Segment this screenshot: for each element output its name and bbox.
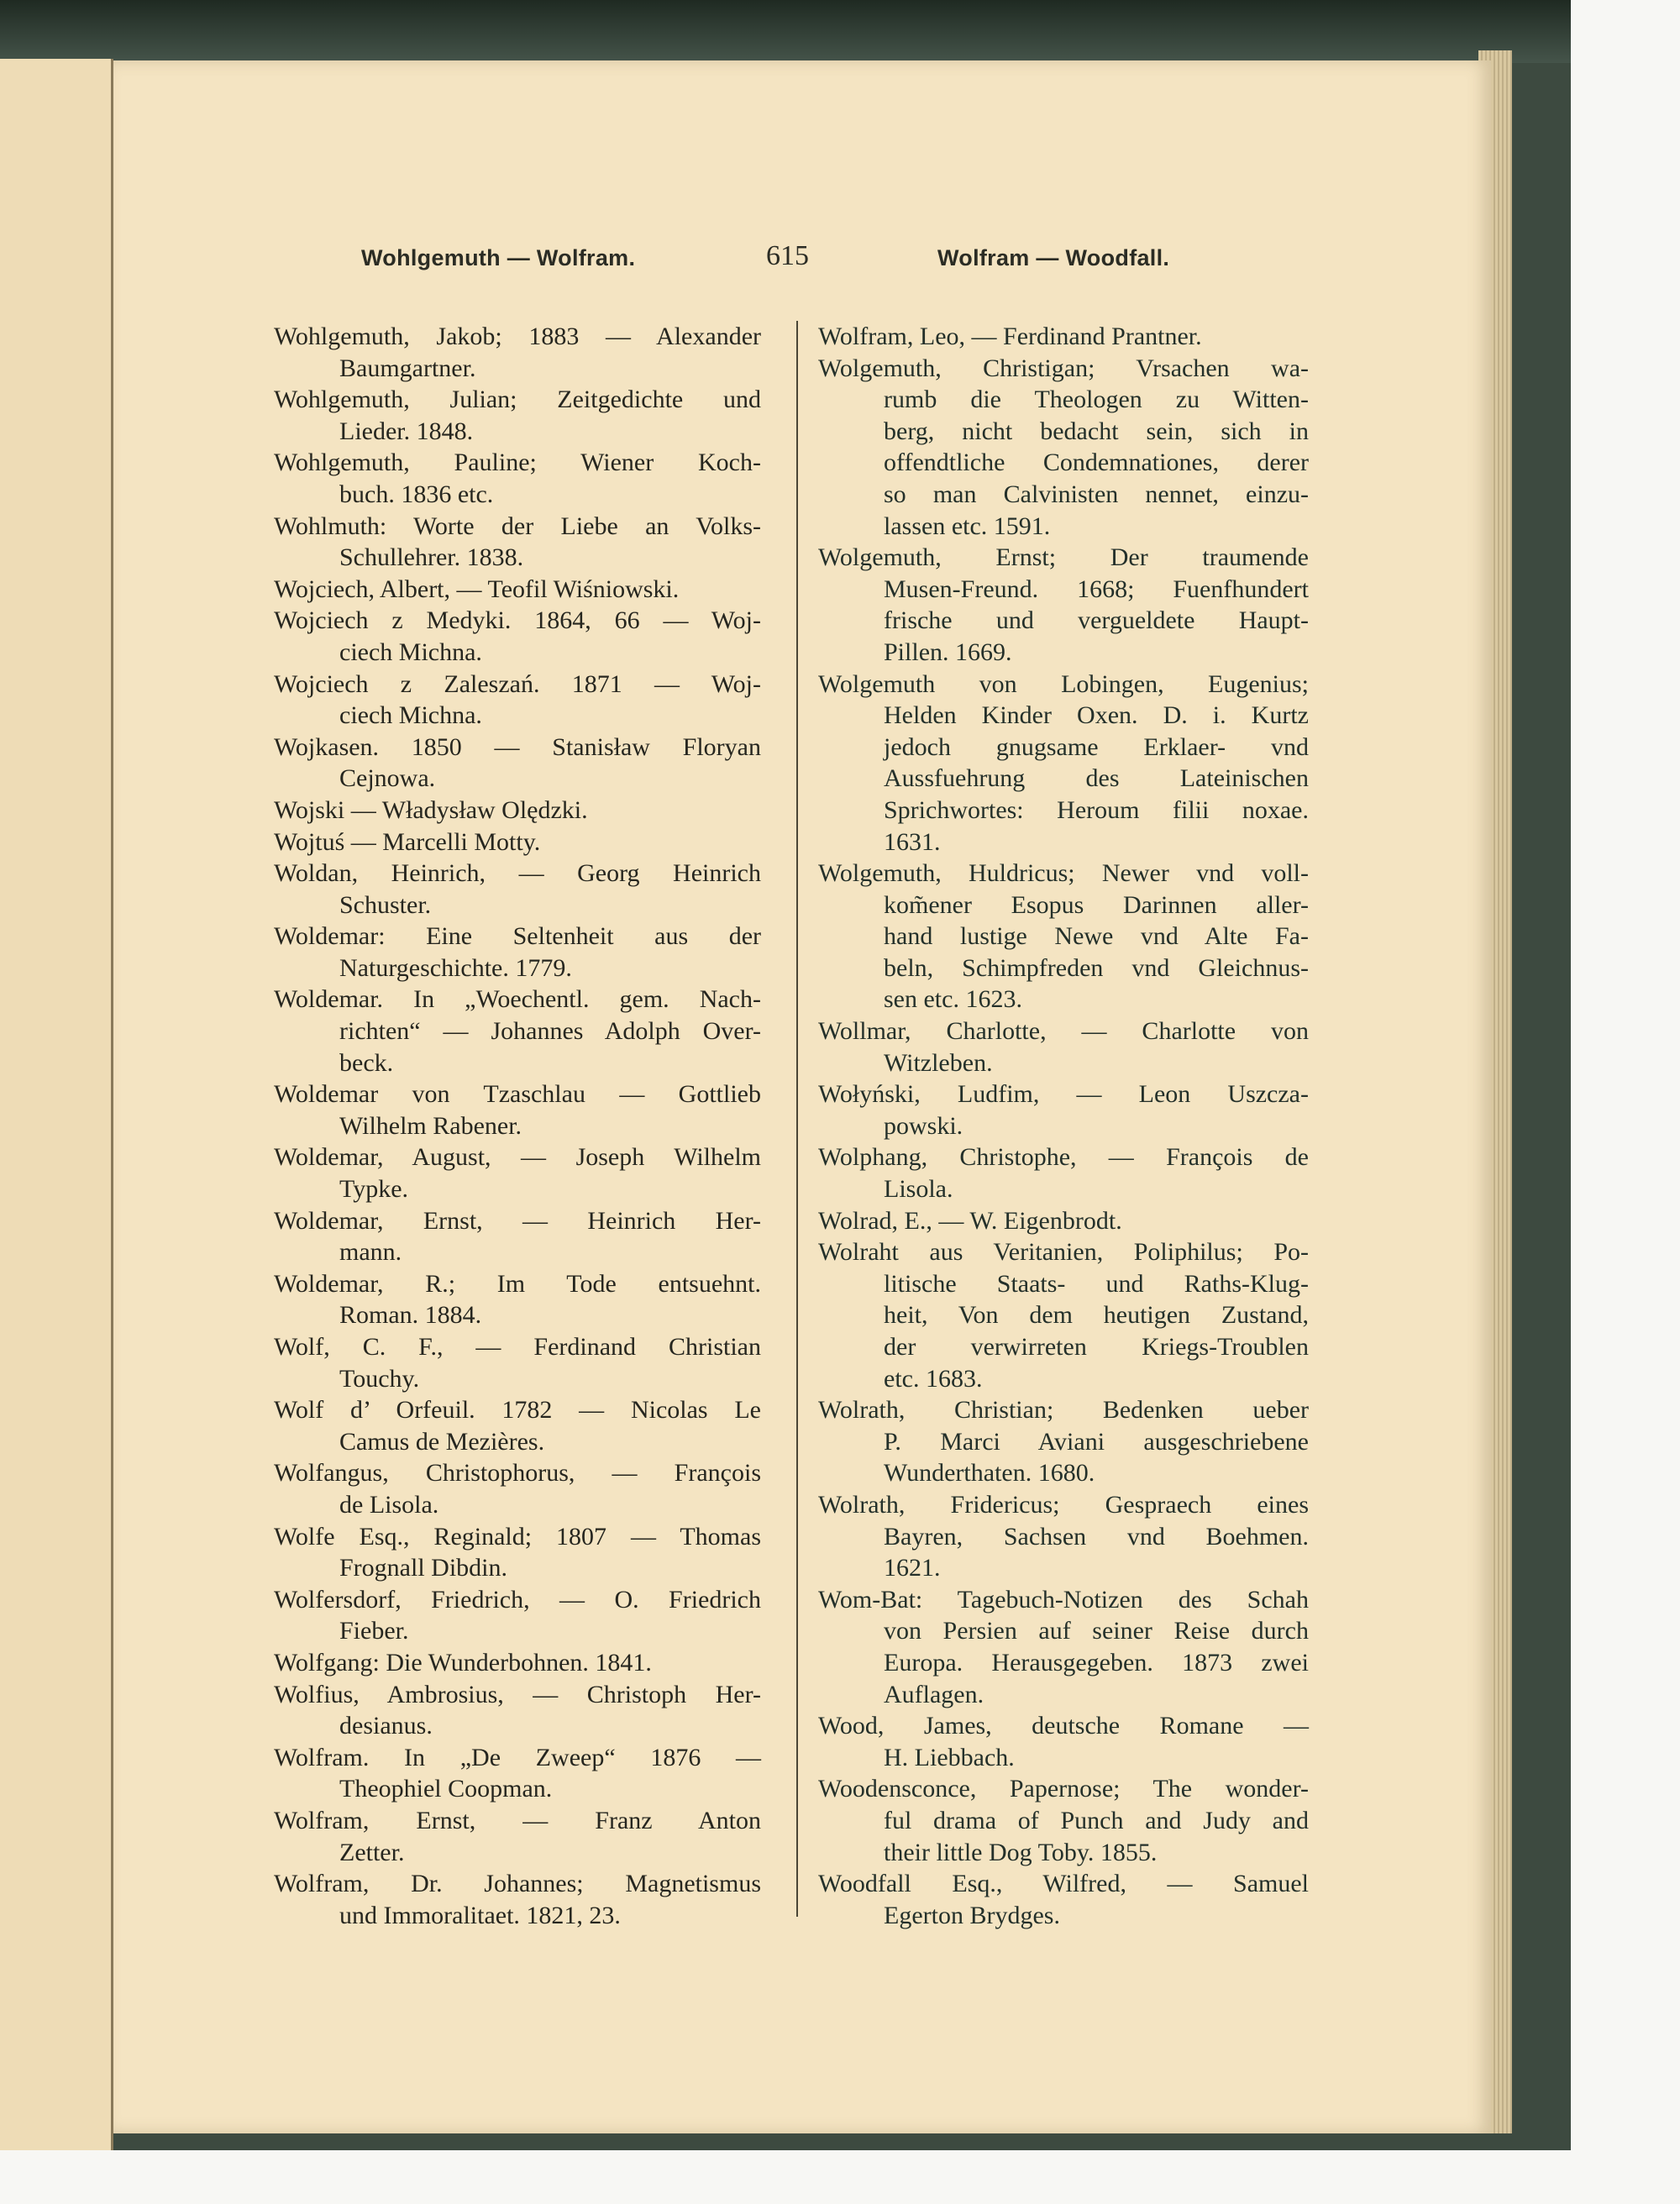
entry-continuation-line: their little Dog Toby. 1855. — [884, 1838, 1158, 1866]
index-entry — [818, 1710, 1309, 1773]
entry-continuation-line: kom̃ener Esopus Darinnen aller- — [884, 890, 1309, 919]
entry-heading-line: Wolrad, E., — W. Eigenbrodt. — [818, 1206, 1122, 1235]
index-entry — [818, 1141, 1309, 1204]
entry-continuation-line: Naturgeschichte. 1779. — [339, 953, 572, 982]
entry-continuation-line: Wilhelm Rabener. — [339, 1111, 522, 1140]
entry-continuation-line: Cejnowa. — [339, 764, 436, 793]
index-entry — [274, 921, 761, 984]
index-entry — [274, 1331, 761, 1394]
index-entry — [274, 732, 761, 795]
index-entry — [274, 1805, 761, 1868]
entry-heading-line: Wołyński, Ludfim, — Leon Uszcza- — [818, 1080, 1309, 1109]
entry-heading-line: Wollmar, Charlotte, — Charlotte von — [818, 1017, 1309, 1046]
entry-continuation-line: Typke. — [339, 1175, 409, 1204]
entry-continuation-line: Camus de Mezières. — [339, 1427, 545, 1456]
index-entry — [818, 1773, 1309, 1868]
entry-continuation-line: Wunderthaten. 1680. — [884, 1459, 1095, 1488]
entry-continuation-line: Lieder. 1848. — [339, 417, 474, 445]
entry-heading-line: Woodensconce, Papernose; The wonder- — [818, 1775, 1309, 1803]
entry-continuation-line: mann. — [339, 1238, 402, 1267]
index-entry — [274, 1205, 761, 1268]
entry-continuation-line: ciech Michna. — [339, 638, 482, 666]
entry-heading-line: Wolgemuth, Christigan; Vrsachen wa- — [818, 354, 1309, 382]
entry-continuation-line: Sprichwortes: Heroum filii noxae. — [884, 795, 1309, 824]
index-entry — [274, 1141, 761, 1204]
entry-heading-line: Wojkasen. 1850 — Stanisław Floryan — [274, 732, 761, 761]
index-entry — [274, 1457, 761, 1520]
index-entry — [274, 1742, 761, 1805]
index-entry — [274, 605, 761, 668]
entry-continuation-line: und Immoralitaet. 1821, 23. — [339, 1901, 621, 1929]
running-head-left: Wohlgemuth — Wolfram. — [361, 245, 636, 270]
entry-continuation-line: etc. 1683. — [884, 1364, 983, 1393]
entry-heading-line: Wolfius, Ambrosius, — Christoph Her- — [274, 1680, 761, 1708]
cover-top-edge — [0, 0, 1571, 63]
entry-continuation-line: Musen-Freund. 1668; Fuenfhundert — [884, 575, 1309, 603]
entry-heading-line: Woldemar, August, — Joseph Wilhelm — [274, 1143, 761, 1172]
index-entry — [818, 1078, 1309, 1141]
entry-continuation-line: ciech Michna. — [339, 701, 482, 730]
entry-heading-line: Wolrath, Fridericus; Gespraech eines — [818, 1490, 1309, 1519]
entry-heading-line: Wojciech z Zaleszań. 1871 — Woj- — [274, 669, 761, 698]
column-divider — [796, 321, 798, 1917]
entry-continuation-line: Bayren, Sachsen vnd Boehmen. — [884, 1522, 1309, 1551]
entry-continuation-line: berg, nicht bedacht sein, sich in — [884, 417, 1309, 445]
index-entry — [818, 321, 1309, 353]
entry-heading-line: Woldemar: Eine Seltenheit aus der — [274, 922, 761, 951]
running-head-right: Wolfram — Woodfall. — [937, 245, 1170, 270]
index-entry — [818, 858, 1309, 1015]
index-entry — [274, 511, 761, 574]
entry-continuation-line: jedoch gnugsame Erklaer- vnd — [884, 732, 1309, 761]
right-column-entries — [818, 321, 1309, 1931]
entry-heading-line: Wolfram, Ernst, — Franz Anton — [274, 1806, 761, 1834]
entry-continuation-line: rumb die Theologen zu Witten- — [884, 386, 1309, 414]
entry-heading-line: Wolrath, Christian; Bedenken ueber — [818, 1396, 1309, 1425]
index-entry — [274, 1078, 761, 1141]
entry-heading-line: Wolfersdorf, Friedrich, — O. Friedrich — [274, 1585, 761, 1614]
entry-heading-line: Wohlgemuth, Jakob; 1883 — Alexander — [274, 323, 761, 350]
entry-continuation-line: Roman. 1884. — [339, 1301, 482, 1330]
entry-continuation-line: Baumgartner. — [339, 354, 476, 382]
index-entry — [274, 858, 761, 921]
index-entry — [274, 1679, 761, 1742]
index-entry — [818, 669, 1309, 858]
entry-continuation-line: so man Calvinisten nennet, einzu- — [884, 480, 1309, 508]
entry-continuation-line: H. Liebbach. — [884, 1743, 1015, 1771]
entry-heading-line: Wolgemuth von Lobingen, Eugenius; — [818, 669, 1309, 698]
entry-continuation-line: Witzleben. — [884, 1048, 993, 1077]
index-entry — [274, 1521, 761, 1584]
entry-heading-line: Wolfram, Leo, — Ferdinand Prantner. — [818, 323, 1202, 350]
entry-continuation-line: beck. — [339, 1048, 394, 1077]
entry-continuation-line: lassen etc. 1591. — [884, 512, 1051, 540]
entry-continuation-line: powski. — [884, 1111, 963, 1140]
entry-heading-line: Wolgemuth, Huldricus; Newer vnd voll- — [818, 859, 1309, 888]
entry-continuation-line: buch. 1836 etc. — [339, 480, 494, 508]
facing-page-edge — [0, 59, 113, 2150]
index-entry — [818, 353, 1309, 543]
entry-continuation-line: richten“ — Johannes Adolph Over- — [339, 1017, 761, 1046]
entry-continuation-line: Frognall Dibdin. — [339, 1554, 507, 1582]
left-column-entries — [274, 321, 761, 1931]
entry-continuation-line: Europa. Herausgegeben. 1873 zwei — [884, 1648, 1309, 1677]
entry-heading-line: Woldemar. In „Woechentl. gem. Nach- — [274, 985, 761, 1014]
entry-heading-line: Wom-Bat: Tagebuch-Notizen des Schah — [818, 1585, 1309, 1614]
entry-heading-line: Wolfe Esq., Reginald; 1807 — Thomas — [274, 1522, 761, 1551]
entry-continuation-line: Schuster. — [339, 890, 432, 919]
entry-heading-line: Woldemar von Tzaschlau — Gottlieb — [274, 1080, 761, 1109]
index-entry — [274, 1868, 761, 1931]
entry-heading-line: Wolfgang: Die Wunderbohnen. 1841. — [274, 1648, 652, 1677]
entry-continuation-line: beln, Schimpfreden vnd Gleichnus- — [884, 953, 1309, 982]
entry-heading-line: Wolraht aus Veritanien, Poliphilus; Po- — [818, 1238, 1309, 1267]
entry-continuation-line: 1631. — [884, 827, 941, 856]
entry-heading-line: Wojski — Władysław Olędzki. — [274, 795, 588, 824]
entry-continuation-line: der verwirreten Kriegs-Troublen — [884, 1333, 1309, 1361]
entry-heading-line: Wolfangus, Christophorus, — François — [274, 1459, 761, 1488]
index-entry — [274, 669, 761, 732]
entry-heading-line: Wojtuś — Marcelli Motty. — [274, 827, 541, 856]
entry-heading-line: Woldemar, Ernst, — Heinrich Her- — [274, 1206, 761, 1235]
entry-continuation-line: frische und vergueldete Haupt- — [884, 606, 1309, 635]
index-entry — [818, 1205, 1309, 1237]
entry-continuation-line: Zetter. — [339, 1838, 405, 1866]
entry-heading-line: Wolphang, Christophe, — François de — [818, 1143, 1309, 1172]
index-entry — [274, 1268, 761, 1331]
index-entry — [818, 1584, 1309, 1710]
entry-heading-line: Wojciech z Medyki. 1864, 66 — Woj- — [274, 606, 761, 635]
entry-continuation-line: heit, Von dem heutigen Zustand, — [884, 1301, 1309, 1330]
entry-continuation-line: Auflagen. — [884, 1680, 984, 1708]
index-entry — [274, 795, 761, 826]
entry-continuation-line: ful drama of Punch and Judy and — [884, 1806, 1309, 1834]
index-entry — [818, 1236, 1309, 1394]
entry-heading-line: Wolfram, Dr. Johannes; Magnetismus — [274, 1870, 761, 1898]
page-number: 615 — [766, 240, 809, 271]
index-entry — [818, 542, 1309, 668]
entry-continuation-line: Lisola. — [884, 1175, 953, 1204]
entry-heading-line: Wolgemuth, Ernst; Der traumende — [818, 543, 1309, 572]
entry-continuation-line: Schullehrer. 1838. — [339, 543, 524, 572]
entry-heading-line: Wohlmuth: Worte der Liebe an Volks- — [274, 512, 761, 540]
entry-continuation-line: Helden Kinder Oxen. D. i. Kurtz — [884, 701, 1309, 730]
index-entry — [274, 984, 761, 1078]
index-entry — [818, 1015, 1309, 1078]
index-entry — [274, 1647, 761, 1679]
entry-heading-line: Woldan, Heinrich, — Georg Heinrich — [274, 859, 761, 888]
entry-continuation-line: Touchy. — [339, 1364, 420, 1393]
index-entry — [274, 826, 761, 858]
entry-continuation-line: hand lustige Newe vnd Alte Fa- — [884, 922, 1309, 951]
entry-continuation-line: sen etc. 1623. — [884, 985, 1022, 1014]
entry-heading-line: Wohlgemuth, Julian; Zeitgedichte und — [274, 386, 761, 414]
entry-continuation-line: litische Staats- und Raths-Klug- — [884, 1269, 1309, 1298]
entry-heading-line: Woodfall Esq., Wilfred, — Samuel — [818, 1870, 1309, 1898]
entry-continuation-line: desianus. — [339, 1712, 433, 1740]
entry-heading-line: Wolf d’ Orfeuil. 1782 — Nicolas Le — [274, 1396, 761, 1425]
entry-heading-line: Wolf, C. F., — Ferdinand Christian — [274, 1333, 761, 1361]
entry-continuation-line: de Lisola. — [339, 1490, 439, 1519]
entry-heading-line: Wolfram. In „De Zweep“ 1876 — — [274, 1743, 761, 1771]
entry-continuation-line: Aussfuehrung des Lateinischen — [884, 764, 1309, 793]
index-entry — [274, 1394, 761, 1457]
entry-continuation-line: Fieber. — [339, 1617, 409, 1645]
index-entry — [274, 384, 761, 447]
entry-continuation-line: Egerton Brydges. — [884, 1901, 1060, 1929]
entry-heading-line: Woldemar, R.; Im Tode entsuehnt. — [274, 1269, 761, 1298]
entry-continuation-line: Theophiel Coopman. — [339, 1775, 553, 1803]
entry-continuation-line: offendtliche Condemnationes, derer — [884, 449, 1309, 477]
entry-continuation-line: von Persien auf seiner Reise durch — [884, 1617, 1309, 1645]
entry-heading-line: Wood, James, deutsche Romane — — [818, 1712, 1309, 1740]
index-entry — [274, 1584, 761, 1647]
entry-continuation-line: 1621. — [884, 1554, 941, 1582]
entry-heading-line: Wohlgemuth, Pauline; Wiener Koch- — [274, 449, 761, 477]
index-entry — [818, 1394, 1309, 1489]
entry-heading-line: Wojciech, Albert, — Teofil Wiśniowski. — [274, 575, 680, 603]
index-entry — [274, 447, 761, 510]
entry-continuation-line: P. Marci Aviani ausgeschriebene — [884, 1427, 1309, 1456]
index-entry — [818, 1868, 1309, 1931]
index-entry — [274, 574, 761, 606]
entry-continuation-line: Pillen. 1669. — [884, 638, 1012, 666]
index-entry — [274, 321, 761, 384]
index-entry — [818, 1489, 1309, 1584]
